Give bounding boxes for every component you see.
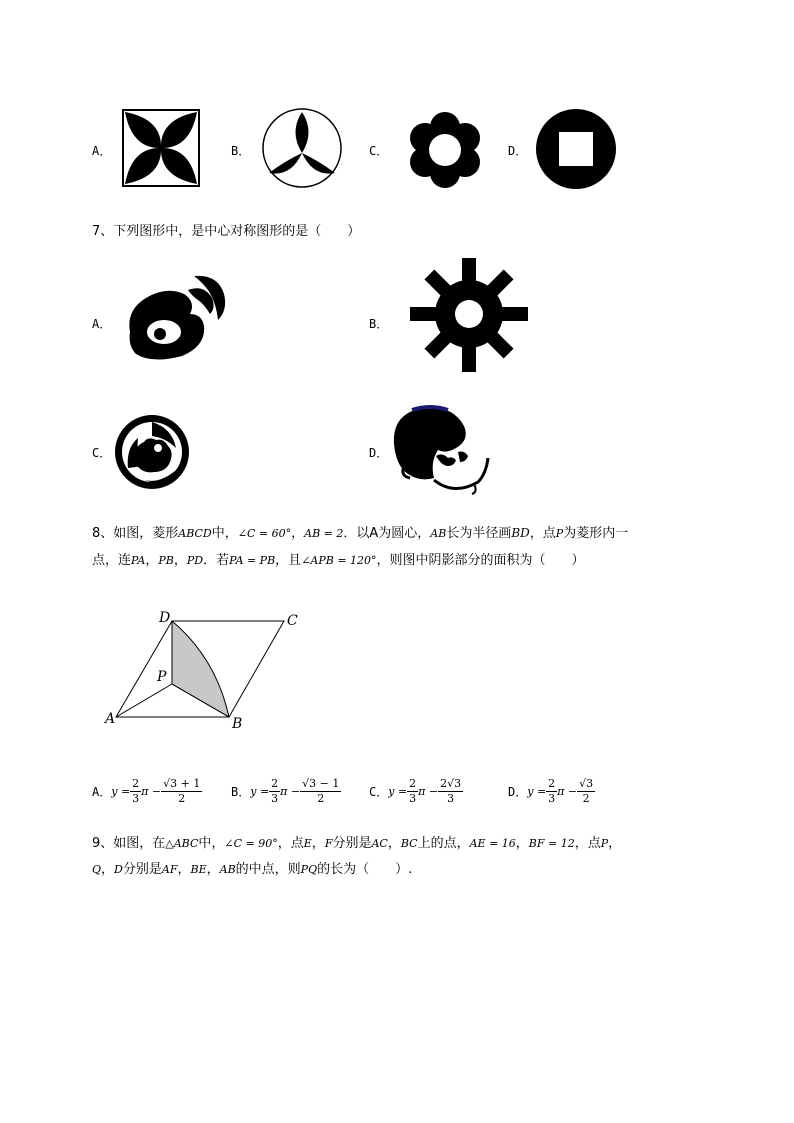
- q9-stem-line-1: 9、如图，在△ABC中，∠C = 90°，点E，F分别是AC，BC上的点，AE = 16，BF = 12，点P，: [92, 836, 622, 851]
- q7-stem: 7、下列图形中，是中心对称图形的是（ ）: [92, 224, 361, 239]
- cartoon-head-icon: [390, 404, 494, 496]
- q6-option-c-label: C．: [369, 144, 389, 158]
- q8-option-d: D． y = $\frac{2}{3}$ π − $\frac{√3}{2}$: [508, 777, 594, 805]
- q6-option-a-label: A．: [92, 144, 112, 158]
- q6-option-d-label: D．: [508, 144, 528, 158]
- q9-stem-line-2: Q，D分别是AF，BE，AB的中点，则PQ的长为（ ）.: [92, 862, 413, 877]
- q8-stem-line-2: 点，连PA，PB，PD．若PA = PB，且∠APB = 120°，则图中阴影部分的面积为（ ）: [92, 553, 585, 568]
- q8-option-a: A． y = $\frac{2}{3}$ π − $\frac{√3 + 1}{2}$: [92, 777, 201, 805]
- q8-option-c: C． y = $\frac{2}{3}$ π − $\frac{2√3}{3}$: [369, 777, 462, 805]
- three-petal-circle-icon: [261, 107, 343, 189]
- q7-option-a-label: A．: [92, 317, 112, 331]
- flower-icon: [405, 110, 485, 190]
- round-emblem-icon: [114, 414, 190, 490]
- q7-option-b-label: B．: [369, 317, 389, 331]
- point-d-label: D: [159, 610, 171, 626]
- q7-option-c-label: C．: [92, 446, 112, 460]
- gear-icon: [408, 256, 530, 374]
- weibo-logo-icon: [122, 274, 228, 364]
- q7-option-d-label: D．: [369, 446, 389, 460]
- point-a-label: A: [105, 711, 116, 727]
- point-c-label: C: [287, 613, 298, 629]
- q8-stem-line-1: 8、如图，菱形ABCD中，∠C = 60°，AB = 2．以A为圆心，AB长为半径画BD，点P为菱形内一: [92, 526, 629, 541]
- point-p-label: P: [157, 669, 167, 685]
- four-petal-square-icon: [122, 109, 200, 187]
- q8-option-b: B． y = $\frac{2}{3}$ π − $\frac{√3 - 1}{2}$: [231, 777, 340, 805]
- point-b-label: B: [232, 716, 243, 732]
- rhombus-figure: [96, 604, 316, 736]
- square-hole-coin-icon: [535, 108, 617, 190]
- q6-option-b-label: B．: [231, 144, 251, 158]
